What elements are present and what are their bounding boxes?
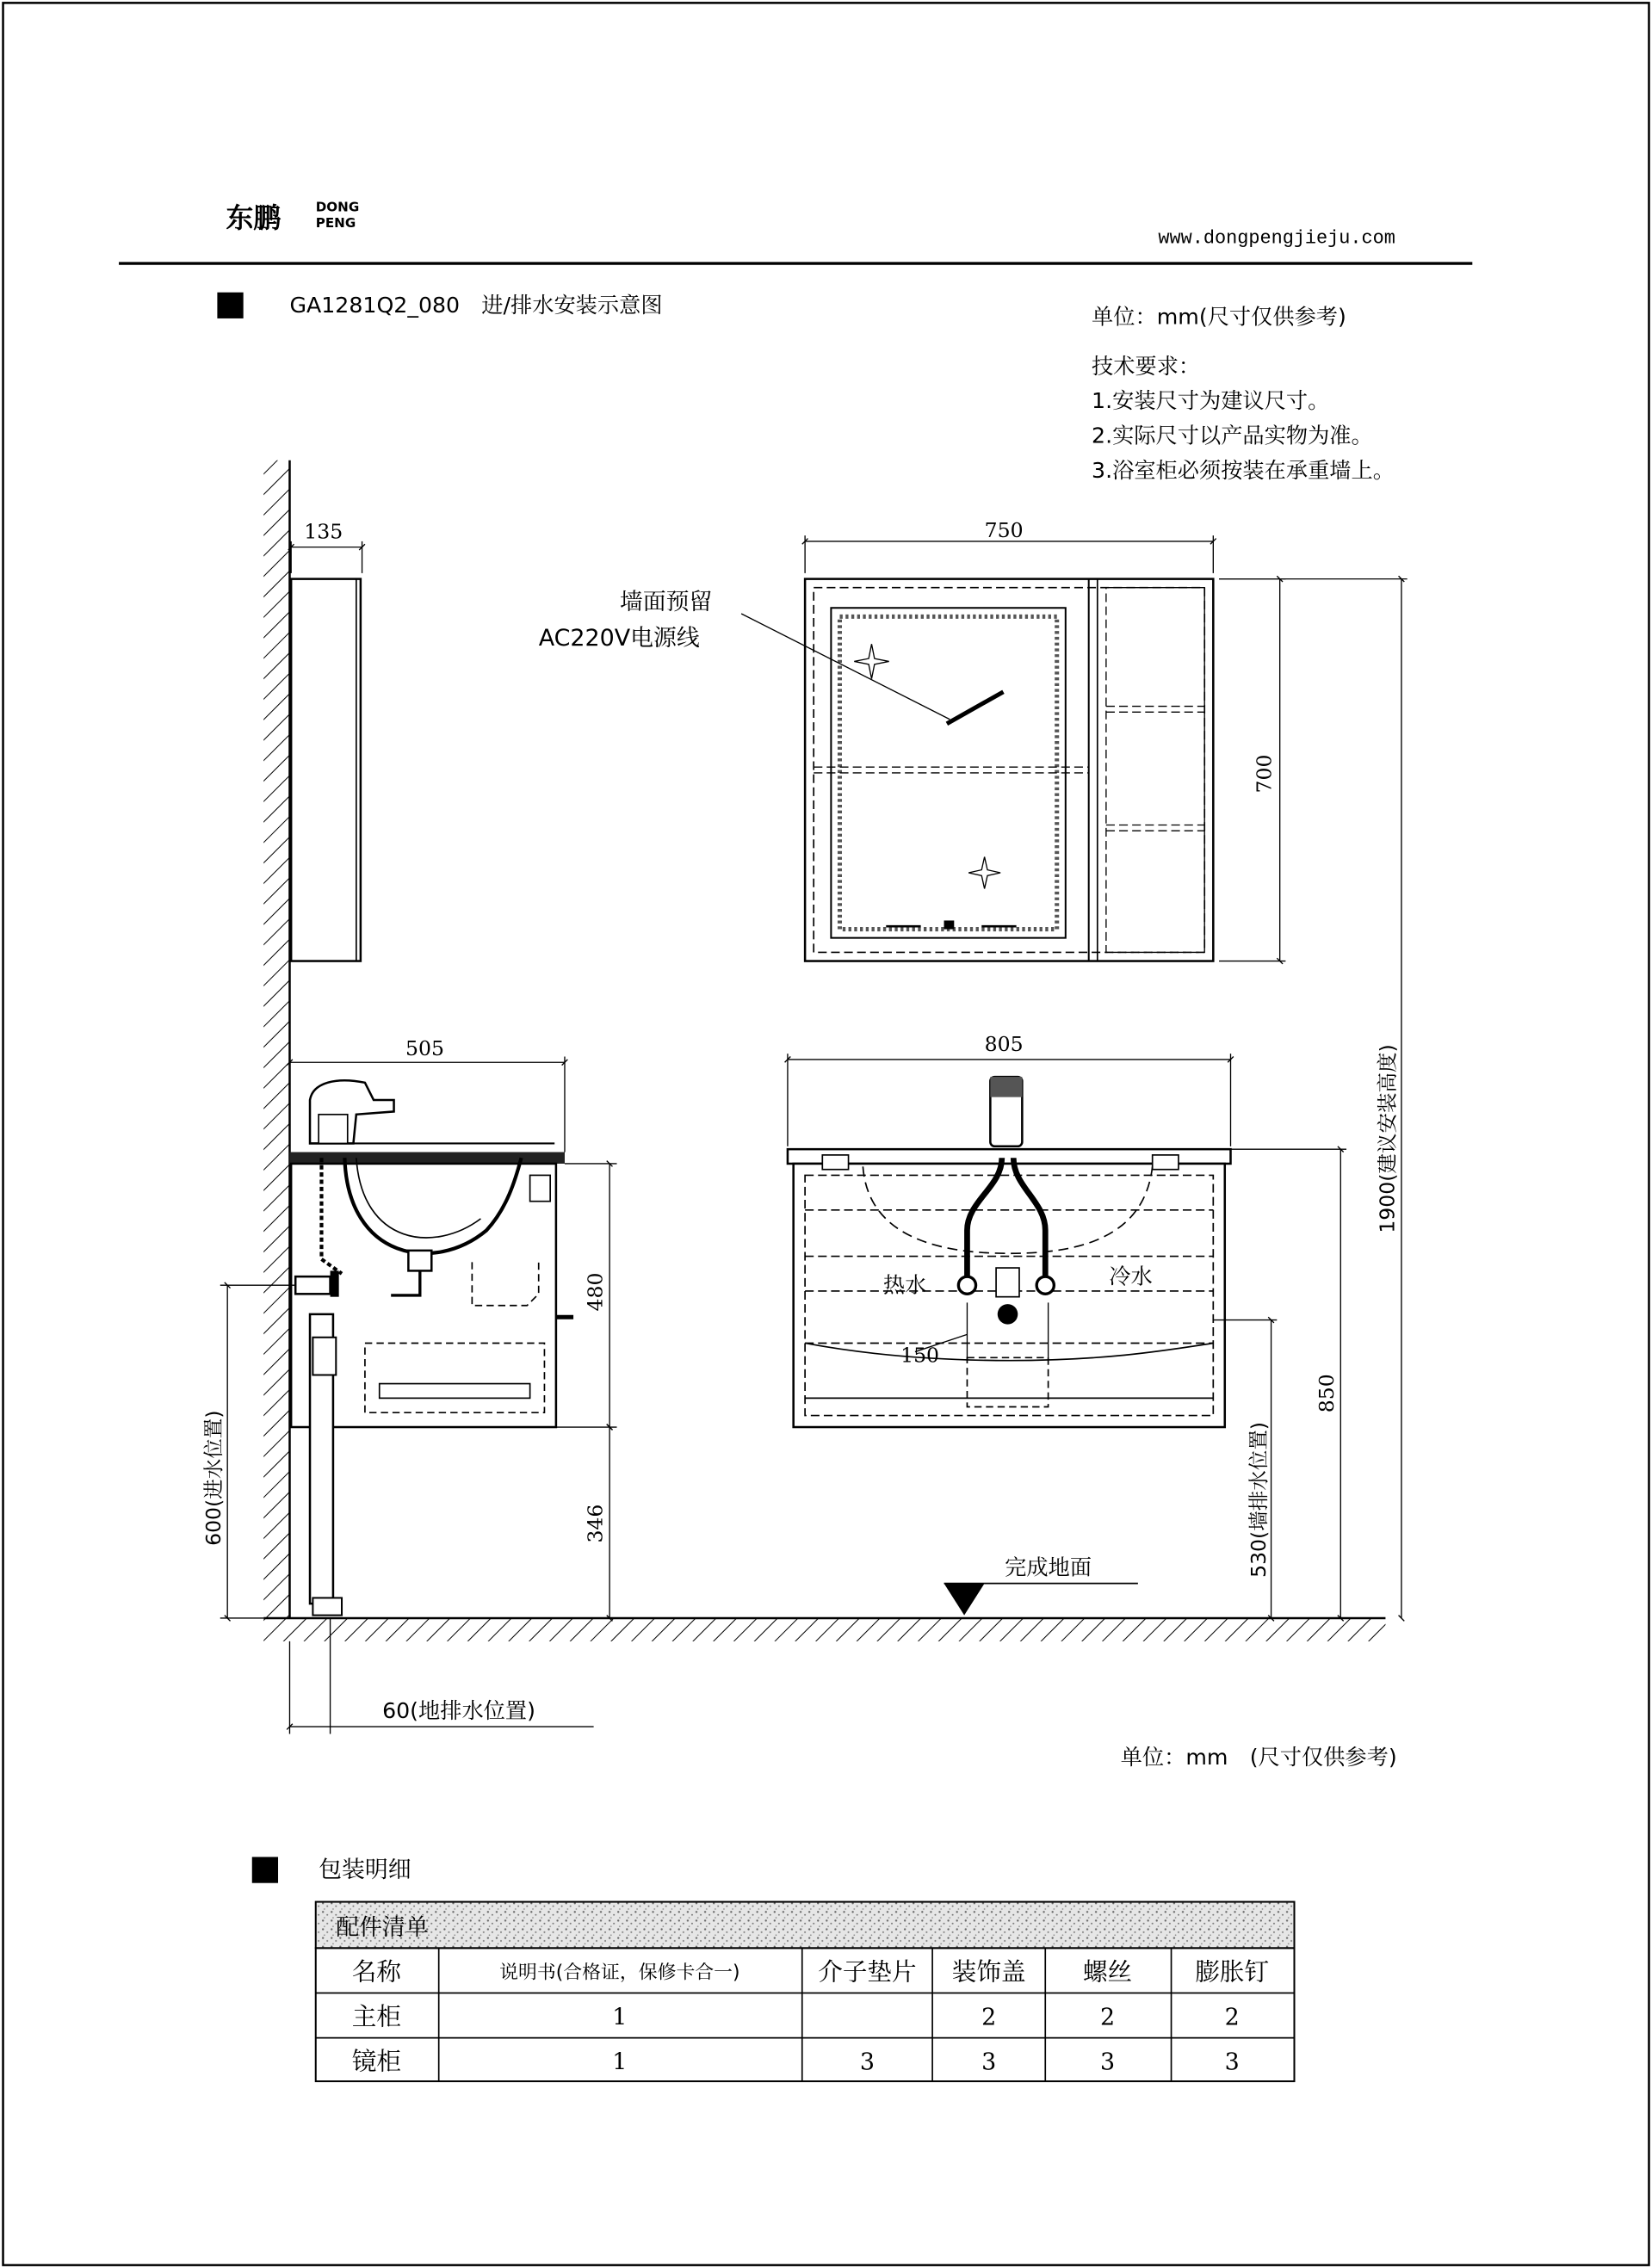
table-cell: 2 bbox=[1224, 2004, 1240, 2031]
tech-requirement-item: 1.安装尺寸为建议尺寸。 bbox=[1092, 388, 1330, 414]
vanity-front-view bbox=[788, 1077, 1231, 1427]
table-title: 配件清单 bbox=[336, 1914, 429, 1942]
table-header-cell: 说明书(合格证，保修卡合一) bbox=[499, 1962, 740, 1984]
unit-note-bottom: 单位：mm (尺寸仅供参考) bbox=[1120, 1744, 1397, 1770]
mirror-cabinet-side-view bbox=[291, 579, 361, 961]
table-cell: 3 bbox=[1224, 2049, 1240, 2076]
dim-label: 700 bbox=[1252, 754, 1277, 794]
table-cell: 2 bbox=[1100, 2004, 1116, 2031]
drawing-title: GA1281Q2_080 进/排水安装示意图 bbox=[289, 293, 663, 318]
dimension-mirror-height bbox=[1219, 579, 1285, 961]
dimension-cabinet-height bbox=[556, 1164, 617, 1427]
table-cell: 2 bbox=[981, 2004, 997, 2031]
mirror-cabinet-front-view bbox=[805, 579, 1213, 961]
table-header-cell: 螺丝 bbox=[1082, 1956, 1133, 1987]
table-header-cell: 名称 bbox=[351, 1956, 401, 1987]
unit-note: 单位：mm(尺寸仅供参考) bbox=[1092, 304, 1346, 330]
dim-label: 750 bbox=[984, 517, 1024, 542]
dimension-cabinet-floor-gap bbox=[584, 1427, 609, 1618]
hot-water-valve-icon bbox=[958, 1276, 975, 1294]
dim-label: 600(进水位置) bbox=[201, 1410, 226, 1546]
packing-title: 包装明细 bbox=[319, 1856, 411, 1883]
logo-chinese: 东鹏 bbox=[226, 201, 282, 235]
table-header-cell: 介子垫片 bbox=[818, 1956, 917, 1987]
tech-requirements-title: 技术要求： bbox=[1092, 353, 1201, 379]
touch-switch-icon bbox=[944, 920, 955, 929]
dim-label: 480 bbox=[583, 1272, 608, 1312]
table-cell: 1 bbox=[612, 2049, 628, 2076]
vanity-side-view bbox=[289, 1080, 573, 1615]
section-bullet-square bbox=[217, 293, 243, 318]
packing-table bbox=[316, 1902, 1295, 2082]
level-triangle-icon bbox=[944, 1584, 985, 1616]
floor-level-marker bbox=[944, 1555, 1138, 1616]
table-cell: 镜柜 bbox=[351, 2046, 401, 2076]
power-line-label: 墙面预留 bbox=[619, 588, 713, 615]
wall-drain-icon bbox=[998, 1304, 1018, 1325]
table-header-cell: 装饰盖 bbox=[951, 1956, 1026, 1987]
section-bullet-square bbox=[252, 1857, 278, 1882]
cold-water-label: 冷水 bbox=[1109, 1264, 1153, 1289]
tech-requirement-item: 2.实际尺寸以产品实物为准。 bbox=[1092, 423, 1373, 448]
hot-water-label: 热水 bbox=[882, 1272, 927, 1298]
table-title-bar bbox=[316, 1902, 1295, 1949]
dimension-mirror-depth bbox=[291, 520, 362, 573]
website-url: www.dongpengjieju.com bbox=[1158, 227, 1395, 250]
logo-english-line1: DONG bbox=[315, 199, 360, 215]
table-header-cell: 膨胀钉 bbox=[1195, 1956, 1270, 1987]
table-cell: 3 bbox=[981, 2049, 997, 2076]
dim-label: 505 bbox=[405, 1035, 444, 1060]
dim-label: 530(墙排水位置) bbox=[1246, 1421, 1271, 1578]
power-line-label: AC220V电源线 bbox=[538, 624, 700, 652]
table-cell: 主柜 bbox=[351, 2001, 401, 2031]
dim-label: 1900(建议安装高度) bbox=[1375, 1044, 1400, 1233]
table-cell: 3 bbox=[859, 2049, 875, 2076]
logo-english-line2: PENG bbox=[315, 215, 356, 232]
floor bbox=[263, 1618, 1385, 1641]
wall bbox=[263, 460, 289, 1618]
dimension-mirror-width bbox=[805, 518, 1213, 573]
dim-label: 346 bbox=[583, 1504, 608, 1543]
brand-logo bbox=[226, 200, 359, 234]
table-cell: 3 bbox=[1100, 2049, 1116, 2076]
tech-requirement-item: 3.浴室柜必须按装在承重墙上。 bbox=[1092, 457, 1395, 483]
floor-level-label: 完成地面 bbox=[1005, 1554, 1092, 1580]
cold-water-valve-icon bbox=[1036, 1276, 1054, 1294]
table-cell: 1 bbox=[612, 2004, 628, 2031]
dim-label: 135 bbox=[304, 519, 343, 544]
dim-label: 60(地排水位置) bbox=[382, 1698, 535, 1724]
dim-label: 805 bbox=[984, 1031, 1024, 1056]
dim-label: 850 bbox=[1314, 1374, 1339, 1413]
dim-label: 150 bbox=[900, 1343, 940, 1368]
angle-valve-icon bbox=[295, 1276, 330, 1294]
